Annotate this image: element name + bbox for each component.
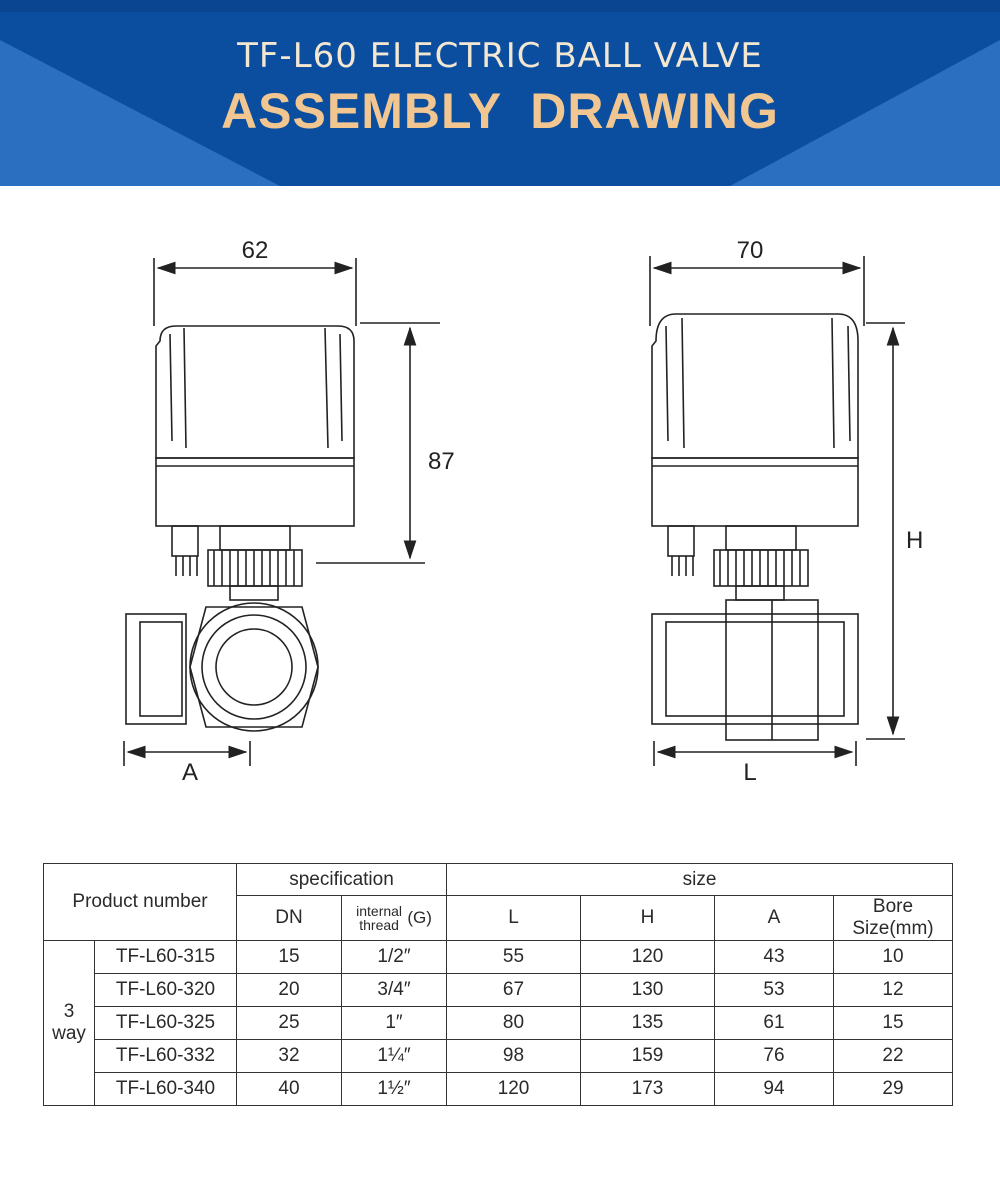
assembly-drawing (0, 186, 1000, 806)
thread-cell: 1½″ (342, 1073, 447, 1106)
left-height-label: 87 (428, 448, 455, 475)
l-cell: 80 (447, 1007, 581, 1040)
dn-cell: 20 (237, 974, 342, 1007)
a-cell: 53 (715, 974, 834, 1007)
model-cell: TF-L60-320 (95, 974, 237, 1007)
thread-label-stack (356, 904, 402, 932)
h-cell: 173 (581, 1073, 715, 1106)
bore-cell: 29 (834, 1073, 953, 1106)
header-banner (0, 0, 1000, 186)
l-header: L (447, 896, 581, 941)
a-cell: 76 (715, 1040, 834, 1073)
bore-cell: 22 (834, 1040, 953, 1073)
dn-cell: 32 (237, 1040, 342, 1073)
l-cell: 55 (447, 941, 581, 974)
right-bottom-label: L (743, 759, 757, 786)
internal-label: internal (356, 903, 403, 919)
model-cell: TF-L60-325 (95, 1007, 237, 1040)
group-line1: 3 (63, 1001, 75, 1022)
thread-unit: (G) (407, 908, 432, 927)
thread-cell: 1¼″ (342, 1040, 447, 1073)
l-cell: 98 (447, 1040, 581, 1073)
thread-cell: 1″ (342, 1007, 447, 1040)
right-height-label: H (906, 527, 924, 554)
h-cell: 130 (581, 974, 715, 1007)
table-row (44, 974, 953, 1007)
h-header: H (581, 896, 715, 941)
table-row (44, 1040, 953, 1073)
a-cell: 43 (715, 941, 834, 974)
model-cell: TF-L60-332 (95, 1040, 237, 1073)
bore-header (834, 896, 953, 941)
dn-header: DN (237, 896, 342, 941)
right-view (650, 256, 905, 766)
page-title: ASSEMBLY DRAWING (221, 83, 779, 139)
right-width-label: 70 (736, 237, 764, 264)
bore-cell: 10 (834, 941, 953, 974)
thread-cell: 3/4″ (342, 974, 447, 1007)
thread-cell: 1/2″ (342, 941, 447, 974)
bore-unit: (mm) (889, 918, 934, 939)
dn-cell: 15 (237, 941, 342, 974)
thread-label: thread (359, 917, 399, 933)
table-row (44, 1073, 953, 1106)
l-cell: 67 (447, 974, 581, 1007)
left-bottom-label: A (181, 759, 199, 786)
dn-cell: 40 (237, 1073, 342, 1106)
l-cell: 120 (447, 1073, 581, 1106)
specification-header: specification (237, 864, 447, 896)
model-cell: TF-L60-340 (95, 1073, 237, 1106)
banner-top-strip (0, 0, 1000, 12)
h-cell: 120 (581, 941, 715, 974)
a-header: A (715, 896, 834, 941)
bore-cell: 15 (834, 1007, 953, 1040)
table-row (44, 1007, 953, 1040)
product-number-header: Product number (44, 864, 237, 941)
bore-label: Bore Size (852, 896, 914, 939)
a-cell: 94 (715, 1073, 834, 1106)
table-row (44, 941, 953, 974)
page-subtitle: TF-L60 ELECTRIC BALL VALVE (237, 36, 763, 76)
group-label (44, 941, 95, 1106)
model-cell: TF-L60-315 (95, 941, 237, 974)
h-cell: 135 (581, 1007, 715, 1040)
left-width-label: 62 (241, 237, 269, 264)
h-cell: 159 (581, 1040, 715, 1073)
a-cell: 61 (715, 1007, 834, 1040)
bore-cell: 12 (834, 974, 953, 1007)
dn-cell: 25 (237, 1007, 342, 1040)
size-header: size (447, 864, 953, 896)
thread-header (342, 896, 447, 941)
spec-table (43, 863, 953, 1106)
group-line2: way (52, 1023, 86, 1044)
left-view (124, 258, 440, 766)
